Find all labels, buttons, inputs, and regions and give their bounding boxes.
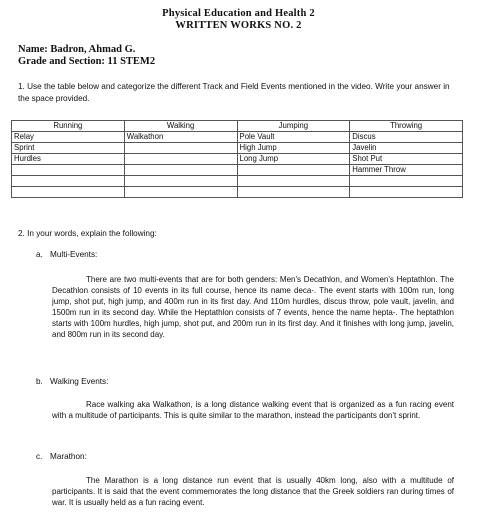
- header-jumping: Jumping: [237, 121, 350, 132]
- subquestion-title: Multi-Events:: [50, 250, 98, 259]
- student-name: Name: Badron, Ahmad G.: [18, 44, 136, 55]
- table-cell: [237, 187, 350, 198]
- subquestion-letter: b.: [36, 377, 43, 386]
- table-cell: [124, 176, 237, 187]
- table-cell: Javelin: [350, 143, 463, 154]
- table-cell: [124, 187, 237, 198]
- table-cell: Hurdles: [12, 154, 125, 165]
- subquestion-c-heading: [36, 452, 87, 461]
- subquestion-title: Marathon:: [50, 452, 87, 461]
- header-running: Running: [12, 121, 125, 132]
- table-cell: Relay: [12, 132, 125, 143]
- table-cell: [350, 176, 463, 187]
- document-title: Physical Education and Health 2: [162, 8, 315, 19]
- question-2-instruction: 2. In your words, explain the following:: [18, 229, 157, 238]
- table-cell: [237, 176, 350, 187]
- table-cell: [124, 165, 237, 176]
- table-cell: Discus: [350, 132, 463, 143]
- table-cell: [12, 176, 125, 187]
- table-row: [12, 154, 463, 165]
- table-cell: [12, 187, 125, 198]
- answer-multi-events: There are two multi-events that are for both genders: Men's Decathlon, and Women's Heptathlon. The Decathlon consists of 10 events in its full course, hence its name deca-. The event starts with 100m run, long jump, shot put, high jump, and 400m run in its first day. And 110m hurdles, discus throw, pole vault, javelin, and 1500m run in its second day. While the Heptathlon consists of 7 events, hence the name hepta-. The heptathlon starts with 100m hurdles, high jump, shot put, and 200m run in its first day. And it finishes with long jump, javelin, and 800m run in its second day.: [52, 275, 454, 339]
- answer-marathon: The Marathon is a long distance run event that is usually 40km long, also with a multitude of participants. It is said that the event commemorates the long distance that the Greek soldiers ran during times of war. It is usually held as a fun racing event.: [52, 476, 454, 507]
- table-row: [12, 132, 463, 143]
- table-cell: [124, 154, 237, 165]
- table-header-row: [12, 121, 463, 132]
- table-cell: Long Jump: [237, 154, 350, 165]
- subquestion-letter: c.: [36, 452, 43, 461]
- header-walking: Walking: [124, 121, 237, 132]
- table-cell: [237, 165, 350, 176]
- header-throwing: Throwing: [350, 121, 463, 132]
- table-row: [12, 187, 463, 198]
- subquestion-title: Walking Events:: [50, 377, 109, 386]
- document-subtitle: WRITTEN WORKS NO. 2: [175, 20, 302, 31]
- subquestion-b-heading: [36, 377, 108, 386]
- table-cell: Hammer Throw: [350, 165, 463, 176]
- table-cell: Shot Put: [350, 154, 463, 165]
- table-cell: Pole Vault: [237, 132, 350, 143]
- subquestion-a-heading: [36, 250, 97, 259]
- question-1-instruction: 1. Use the table below and categorize the different Track and Field Events mentioned in the video. Write your answer in the space provided.: [18, 82, 450, 103]
- table-row: [12, 143, 463, 154]
- table-cell: Sprint: [12, 143, 125, 154]
- table-row: [12, 176, 463, 187]
- answer-walking-events: Race walking aka Walkathon, is a long distance walking event that is organized as a fun racing event with a multitude of participants. This is quite similar to the marathon, instead the participants don't sprint.: [52, 400, 454, 420]
- table-cell: [124, 143, 237, 154]
- table-cell: High Jump: [237, 143, 350, 154]
- events-table: [11, 120, 463, 198]
- table-cell: [350, 187, 463, 198]
- subquestion-letter: a.: [36, 250, 43, 259]
- table-cell: Walkathon: [124, 132, 237, 143]
- table-row: [12, 165, 463, 176]
- grade-section: Grade and Section: 11 STEM2: [18, 56, 156, 67]
- table-cell: [12, 165, 125, 176]
